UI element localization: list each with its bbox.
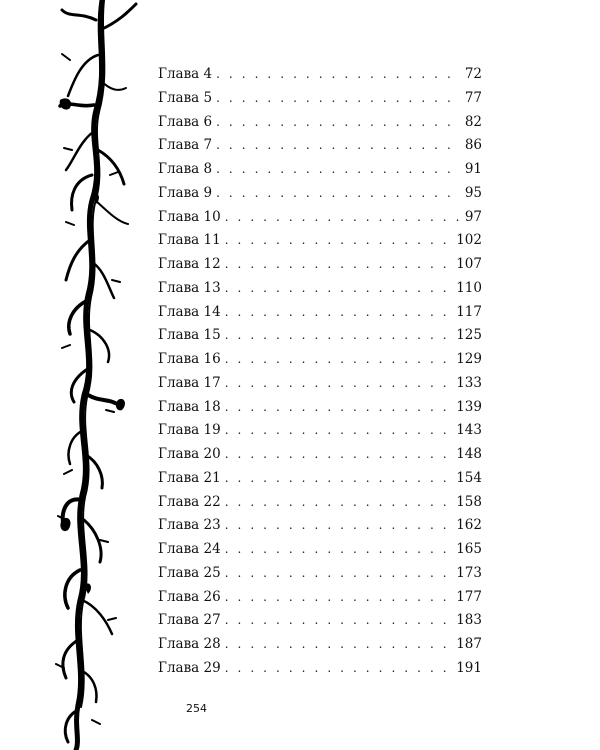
toc-entry: [158, 514, 482, 538]
toc-entry-label: Глава 20: [158, 446, 221, 462]
dot-leader: [225, 609, 451, 633]
toc-entry-page: 110: [456, 279, 482, 296]
dot-leader: [225, 348, 451, 372]
toc-entry: [158, 562, 482, 586]
dot-leader: [225, 491, 451, 515]
dot-leader: [216, 111, 459, 135]
toc-entry: [158, 134, 482, 158]
toc-entry-page: 95: [464, 184, 482, 201]
toc-entry-page: 154: [456, 469, 482, 486]
toc-entry-page: 148: [456, 446, 482, 462]
dot-leader: [225, 419, 451, 443]
toc-entry: [158, 396, 482, 420]
toc-entry-page: 82: [464, 113, 482, 130]
dot-leader: [216, 158, 459, 182]
toc-entry-label: Глава 5: [158, 89, 213, 106]
dot-leader: [225, 586, 451, 610]
toc-entry: [158, 206, 482, 230]
dot-leader: [225, 514, 451, 538]
toc-entry-label: Глава 12: [158, 256, 221, 272]
toc-entry-label: Глава 25: [158, 564, 221, 581]
toc-entry-label: Глава 16: [158, 351, 221, 367]
toc-entry: [158, 586, 482, 610]
toc-entry-page: 125: [456, 327, 482, 344]
toc-entry-page: 165: [456, 541, 482, 557]
toc-entry: [158, 301, 482, 325]
toc-entry: [158, 609, 482, 633]
toc-entry: [158, 538, 482, 562]
toc-entry-page: 97: [464, 208, 482, 225]
toc-entry: [158, 182, 482, 206]
toc-entry: [158, 657, 482, 681]
toc-entry-label: Глава 10: [158, 208, 221, 225]
toc-entry: [158, 372, 482, 396]
toc-entry: [158, 158, 482, 182]
toc-entry-label: Глава 9: [158, 184, 213, 201]
dot-leader: [225, 324, 451, 348]
toc-entry-page: 191: [456, 659, 482, 676]
toc-entry-label: Глава 24: [158, 541, 221, 557]
table-of-contents: [158, 63, 482, 681]
dot-leader: [225, 372, 451, 396]
toc-entry-page: 117: [456, 303, 482, 320]
toc-entry-label: Глава 11: [158, 232, 221, 249]
toc-entry-page: 86: [464, 137, 482, 154]
dot-leader: [225, 657, 451, 681]
toc-entry: [158, 419, 482, 443]
dot-leader: [216, 134, 459, 158]
toc-entry-label: Глава 28: [158, 636, 221, 652]
toc-entry-label: Глава 15: [158, 327, 221, 344]
toc-entry-label: Глава 6: [158, 113, 213, 130]
toc-entry-label: Глава 13: [158, 279, 221, 296]
toc-entry-page: 143: [456, 422, 482, 439]
dot-leader: [225, 229, 451, 253]
dot-leader: [225, 301, 451, 325]
toc-entry-label: Глава 26: [158, 588, 221, 605]
toc-entry-page: 162: [456, 517, 482, 534]
toc-entry-label: Глава 4: [158, 66, 213, 82]
toc-entry-page: 158: [456, 493, 482, 510]
toc-entry: [158, 491, 482, 515]
toc-entry-page: 129: [456, 351, 482, 367]
dot-leader: [216, 182, 459, 206]
toc-entry-label: Глава 21: [158, 469, 221, 486]
toc-entry: [158, 63, 482, 87]
toc-entry-label: Глава 27: [158, 612, 221, 629]
toc-entry: [158, 348, 482, 372]
dot-leader: [225, 633, 451, 657]
toc-entry: [158, 87, 482, 111]
toc-entry-label: Глава 18: [158, 398, 221, 415]
toc-entry-page: 133: [456, 374, 482, 391]
toc-entry-page: 183: [456, 612, 482, 629]
toc-entry-label: Глава 22: [158, 493, 221, 510]
dot-leader: [225, 538, 451, 562]
toc-entry-label: Глава 29: [158, 659, 221, 676]
toc-entry-page: 173: [456, 564, 482, 581]
toc-entry: [158, 443, 482, 467]
toc-entry-page: 77: [464, 89, 482, 106]
thorny-vine-icon: [0, 0, 150, 750]
toc-entry: [158, 229, 482, 253]
dot-leader: [225, 277, 451, 301]
toc-entry: [158, 633, 482, 657]
toc-entry-label: Глава 23: [158, 517, 221, 534]
dot-leader: [216, 63, 459, 87]
dot-leader: [225, 253, 451, 277]
toc-entry-page: 177: [456, 588, 482, 605]
toc-entry: [158, 467, 482, 491]
toc-entry-page: 102: [456, 232, 482, 249]
toc-entry-label: Глава 17: [158, 374, 221, 391]
toc-entry: [158, 277, 482, 301]
toc-entry-page: 107: [456, 256, 482, 272]
dot-leader: [225, 467, 451, 491]
dot-leader: [225, 396, 451, 420]
toc-entry: [158, 253, 482, 277]
toc-entry: [158, 111, 482, 135]
toc-entry: [158, 324, 482, 348]
page-number: 254: [186, 702, 207, 715]
dot-leader: [225, 206, 459, 230]
toc-entry-label: Глава 14: [158, 303, 221, 320]
toc-entry-label: Глава 7: [158, 137, 213, 154]
toc-entry-label: Глава 19: [158, 422, 221, 439]
toc-entry-page: 187: [456, 636, 482, 652]
toc-entry-page: 91: [464, 161, 482, 177]
toc-entry-page: 72: [464, 66, 482, 82]
toc-entry-page: 139: [456, 398, 482, 415]
dot-leader: [225, 443, 451, 467]
dot-leader: [216, 87, 459, 111]
toc-entry-label: Глава 8: [158, 161, 213, 177]
dot-leader: [225, 562, 451, 586]
